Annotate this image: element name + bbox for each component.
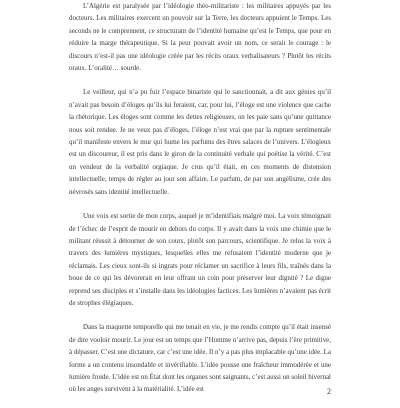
body-text — [69, 0, 331, 408]
paragraph-1: L’Algérie est paralysée par l’idéologie théo-militariste : les militaires appuyés par les docteurs. Les militaires exercent un pouvoir sur la Terre, les docteurs appuient le Temps. Les seconds ne le comprennent, ce structurant de l’identité humaine qu’est le Temps, que pour en réduire la marge thérapeutique. Si la peur pouvait avoir un nom, ce serait le courage : le discours n’est-il pas une idéologie créée par les récits oraux verbalisateurs ? Plutôt les récits oraux. L’oralité… sourde. — [69, 2, 331, 73]
paragraph-3: Une voix est sortie de mon corps, auquel je m’identifiais malgré moi. La voix témoignait de l’échec de l’esprit de mourir en dehors du corps. Il y avait dans la voix une chimie que le militant réussit à détourner de son cours, plutôt son parcours, scientifique. Je relus la voix à travers des lumières mystiques, lesquelles elles me refusaient l’identité moderne que je réclamais. Les cieux sont-ils si ingrats pour réclamer un sacrifice à leurs fils, traînés dans la boue de ce qui les dévorerait en leur offrant un coin pour préserver leur dignité ? Le digne reprend ses disciples et s’installe dans les idéologies factices. Les lumières n’avaient pas écrit de strophes élégiaques. — [69, 212, 331, 307]
page-number: 2 — [327, 387, 331, 396]
paragraph-4: Dans la maquette temporelle qui me tenait en vie, je me rendis compte qu’il était insensé de dire vouloir mourir. Le jour est un temps que l’Homme n’arrive pas, depuis l’ère primitive, à dépasser. C’est une dictature, car c’est une idée. Il n’y a pas plus implacable qu’une idée. La forme a un contenu insondable et invérifiable. L’idée pousse une fraîcheur immodérée et une lumière froide. L’idée est un État dont les organes sont saignants, c’est aussi un soleil hivernal où les anges survivent à la matérialité. L’idée est — [69, 323, 331, 394]
paragraph-2: Le veilleur, qui n’a pu fuir l’espace binariste qui le sanctionnait, a dit aux génies qu’il n’avait pas besoin d’éloges qu’ils lui feraient, car, pour lui, l’éloge est une violence que cache la rhétorique. Les éloges sont comme les dettes religieuses, on les paie sans qu’une quittance nous soit rendue. Je ne veux pas d’éloges, l’éloge n’est vrai que par la rupture sentimentale qu’il manifeste envers le mur qui hume les parfums des êtres salaces de l’univers. L’élogieux est un discoureur, il est pris dans le giron de la continuité verbale qui poétise la vérité. C’est un vendeur de la verbalité orgiaque. Je crus qu’il était, en ces moments de distension intellectuelle, temps de régler au jour son affaire. Le parfum, de par son angélisme, crée des névrosés sans identité intellectuelle. — [69, 88, 331, 196]
